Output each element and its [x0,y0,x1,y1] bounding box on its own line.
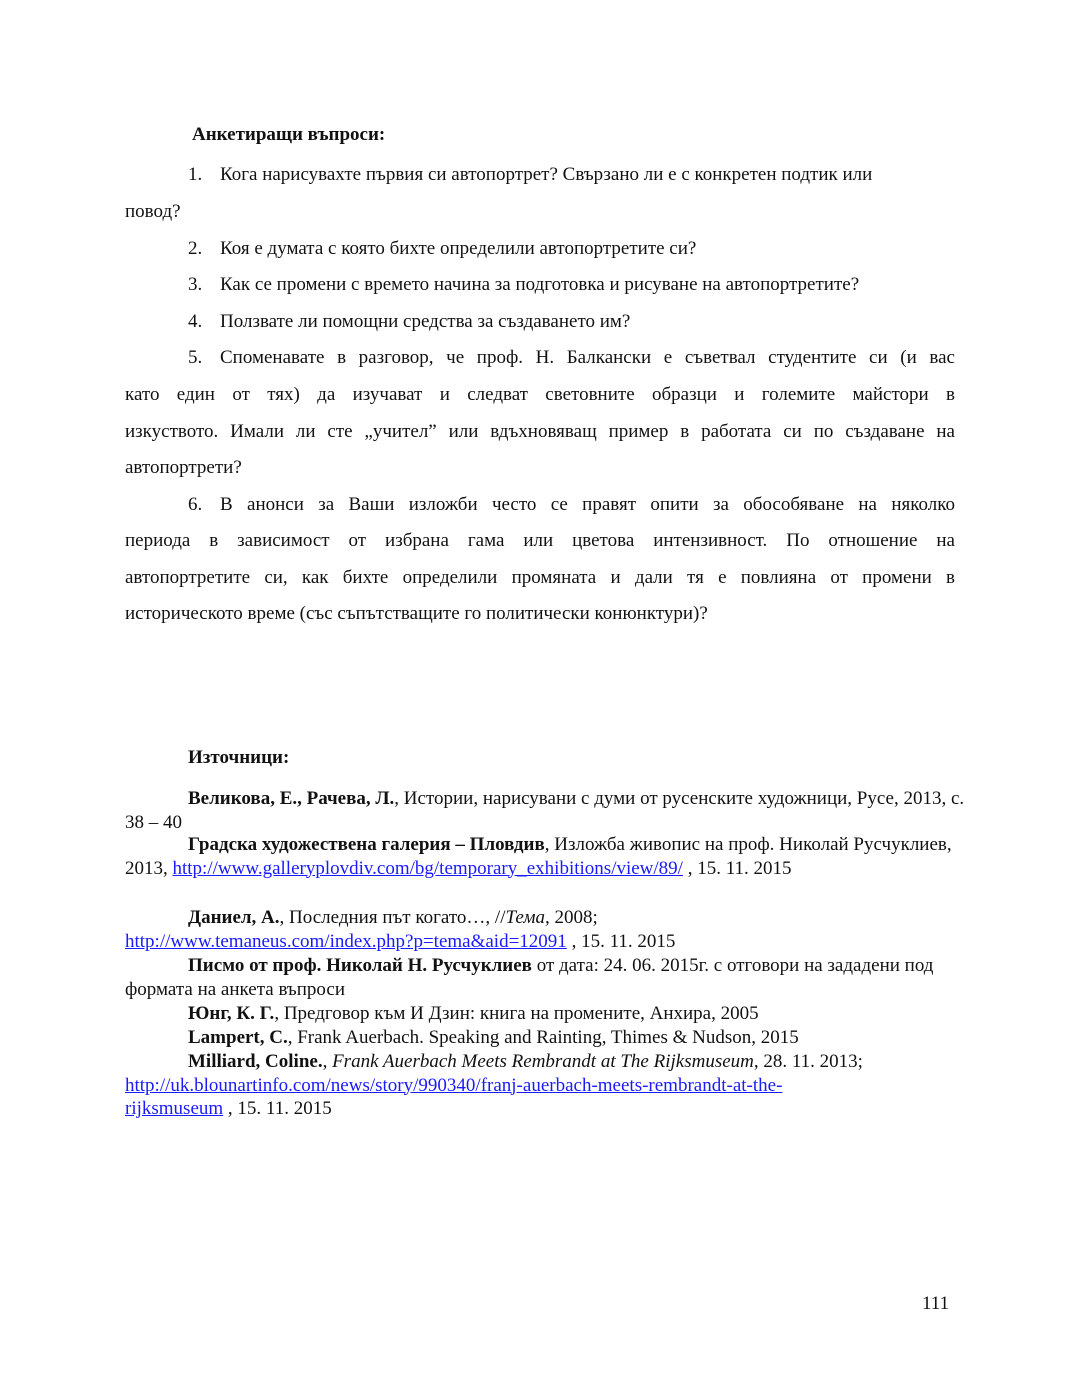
question-3-number: 3. [188,274,203,295]
source-link-continued[interactable]: rijksmuseum [125,1098,224,1119]
question-5-line-4: автопортрети? [125,457,242,478]
sources-heading: Източници: [188,747,290,768]
source-author: Milliard, Coline. [188,1051,323,1072]
question-3: 3. Как се промени с времето начина за подготовка и рисуване на автопортретите? [188,272,859,298]
question-6-number: 6. [188,494,203,515]
source-item-1: Великова, Е., Рачева, Л., Истории, нарисувани с думи от русенските художници, Русе, 2013, с. 38 – 40 [125,788,965,833]
source-link[interactable]: http://www.galleryplovdiv.com/bg/temporary_exhibitions/view/89/ [172,857,683,879]
source-author: Lampert, C. [188,1027,288,1048]
question-1-line-2: повод? [125,201,181,222]
question-4-number: 4. [188,311,203,332]
question-6-line-1: 6. В анонси за Ваши изложби често се правят опити за обособяване на няколко [188,492,955,518]
source-item-4: Писмо от проф. Николай Н. Русчуклиев от дата: 24. 06. 2015г. с отговори на зададени под формата на анкета въпроси [125,955,934,1000]
question-6-line-2: периода в зависимост от избрана гама или цветова интензивност. По отношение на [125,530,955,551]
question-1-line-1: 1. Кога нарисувахте първия си автопортрет? Свързано ли е с конкретен подтик или [188,162,872,188]
question-6-line-4: историческото време (със съпътстващите го политически конюнктури)? [125,603,708,624]
question-2: 2. Коя е думата с която бихте определили автопортретите си? [188,236,696,262]
question-6-line-3: автопортретите си, как бихте определили промяната и дали тя е повлияна от промени в [125,567,955,588]
source-item-5: Юнг, К. Г., Предговор към И Дзин: книга на промените, Анхира, 2005 [188,1003,759,1024]
source-item-7: Milliard, Coline., Frank Auerbach Meets Rembrandt at The Rijksmuseum, 28. 11. 2013; http://uk.blounartinfo.com/news/story/990340/franj-auerbach-meets-rembrandt-at-the- rijksmuseum , 15. 11. 2015 [125,1051,863,1119]
question-1-number: 1. [188,164,203,185]
page-number: 111 [922,1293,950,1314]
source-item-2: Градска художествена галерия – Пловдив, Изложба живопис на проф. Николай Русчуклиев, 2013, http://www.galleryplovdiv.com/bg/temporary_exhibitions/view/89/ , 15. 11. 2015 [125,834,952,879]
source-link[interactable]: http://uk.blounartinfo.com/news/story/990340/franj-auerbach-meets-rembrandt-at-the- [125,1074,783,1096]
source-link[interactable]: http://www.temaneus.com/index.php?p=tema&aid=12091 [125,930,567,952]
question-5-line-3: изкуството. Имали ли сте „учител” или вдъхновяващ пример в работата си по създаване на [125,421,955,442]
source-author: Великова, Е., Рачева, Л. [188,788,395,809]
source-author: Юнг, К. Г. [188,1003,275,1024]
question-5-number: 5. [188,347,203,368]
question-2-number: 2. [188,238,203,259]
source-item-6: Lampert, C., Frank Auerbach. Speaking and Rainting, Thimes & Nudson, 2015 [188,1027,799,1048]
questions-heading: Анкетиращи въпроси: [192,124,386,145]
source-author: Даниел, А. [188,907,280,928]
source-item-3: Даниел, А., Последния път когато…, //Тема, 2008; http://www.temaneus.com/index.php?p=tema&aid=12091 , 15. 11. 2015 [125,907,676,952]
question-5-line-1: 5. Споменавате в разговор, че проф. Н. Балкански е съветвал студентите си (и вас [188,345,955,371]
question-5-line-2: като един от тях) да изучават и следват световните образци и големите майстори в [125,384,955,405]
source-author: Писмо от проф. Николай Н. Русчуклиев [188,955,532,976]
source-author: Градска художествена галерия – Пловдив [188,834,545,855]
question-4: 4. Ползвате ли помощни средства за създаването им? [188,309,630,335]
